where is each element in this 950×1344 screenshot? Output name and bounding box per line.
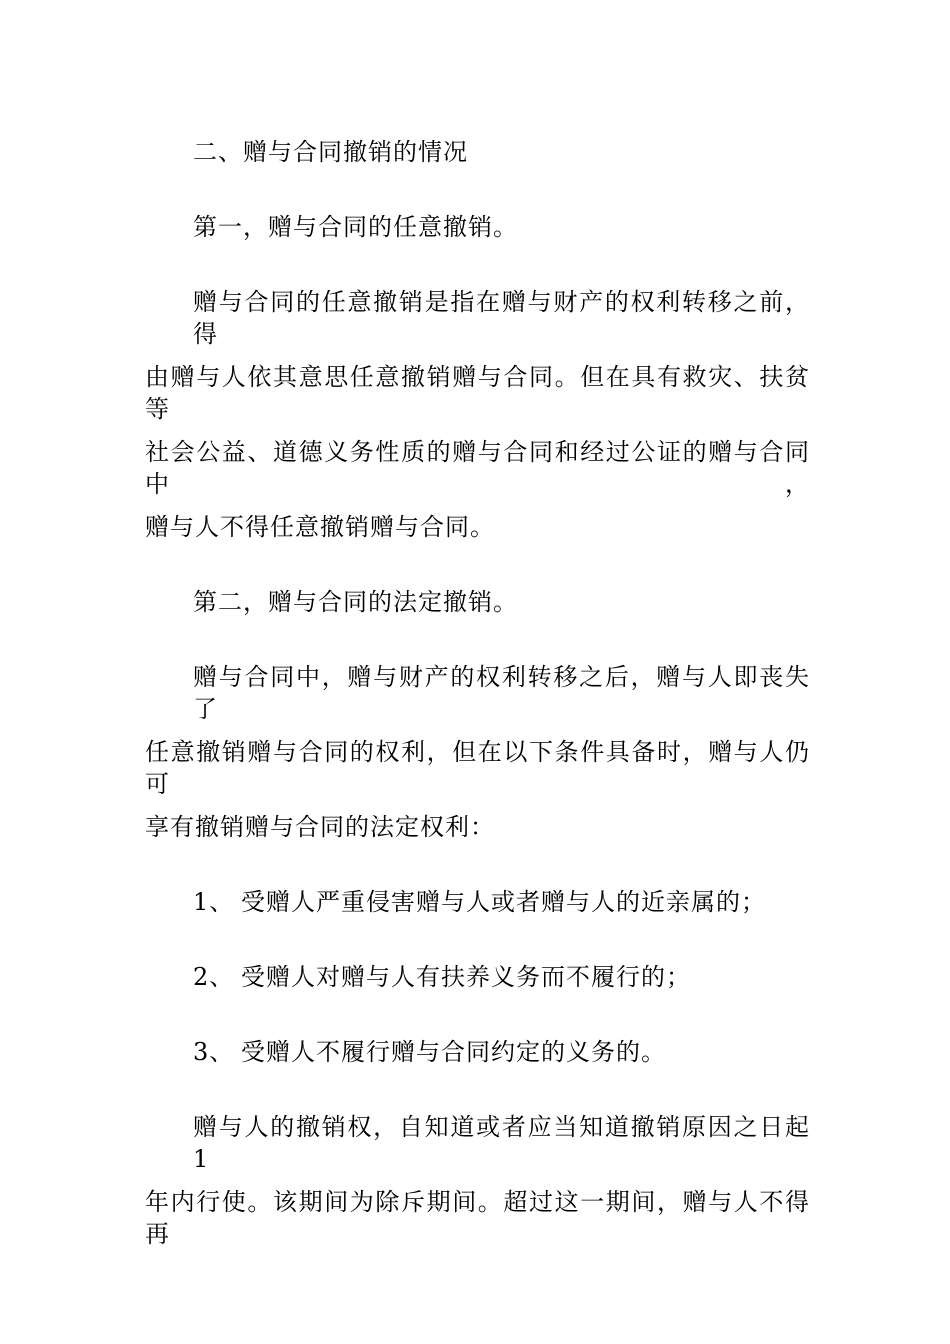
paragraph-line: 享有撤销赠与合同的法定权利： <box>145 813 495 841</box>
list-item <box>193 961 810 993</box>
list-item-text: 受赠人对赠与人有扶养义务而不履行的； <box>241 963 691 991</box>
paragraph-line: 年内行使。该期间为除斥期间。超过这一期间，赠与人不得再 <box>145 1188 810 1248</box>
list-item-text: 受赠人不履行赠与合同约定的义务的。 <box>241 1038 666 1066</box>
paragraph-line: 赠与人不得任意撤销赠与合同。 <box>145 513 495 541</box>
paragraph-line: 由赠与人依其意思任意撤销赠与合同。但在具有救灾、扶贫等 <box>145 363 810 423</box>
list-item <box>193 886 810 918</box>
paragraph-line: 赠与合同中，赠与财产的权利转移之后，赠与人即丧失了 <box>193 663 810 723</box>
list-item <box>193 1036 810 1068</box>
subsection-title-1: 第一，赠与合同的任意撤销。 <box>193 213 518 241</box>
section-heading: 二、赠与合同撤销的情况 <box>193 138 468 166</box>
paragraph-line: 赠与合同的任意撤销是指在赠与财产的权利转移之前，得 <box>193 288 810 348</box>
paragraph-line: 赠与人的撤销权，自知道或者应当知道撤销原因之日起 1 <box>193 1113 810 1173</box>
list-item-number: 1、 <box>193 888 235 916</box>
list-item-text: 受赠人严重侵害赠与人或者赠与人的近亲属的； <box>241 888 766 916</box>
list-item-number: 2、 <box>193 963 235 991</box>
list-item-number: 3、 <box>193 1038 235 1066</box>
paragraph-line: 任意撤销赠与合同的权利，但在以下条件具备时，赠与人仍可 <box>145 738 810 798</box>
subsection-title-2: 第二，赠与合同的法定撤销。 <box>193 588 518 616</box>
paragraph-line: 社会公益、道德义务性质的赠与合同和经过公证的赠与合同中， <box>145 438 810 498</box>
